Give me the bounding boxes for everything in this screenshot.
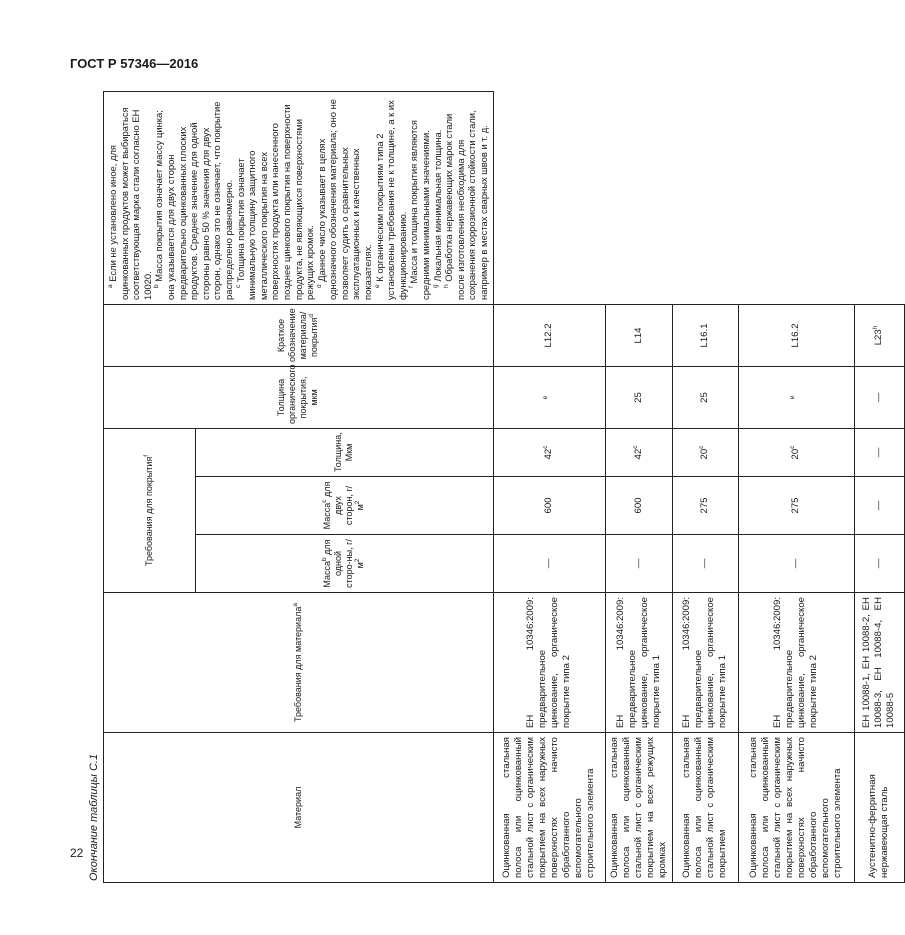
col-coating-group: Требования для покрытия$^f$	[104, 428, 196, 592]
cell-requirements: ЕН 10346:2009: предварительное цинкование, органическое покрытие типа 1	[672, 593, 738, 733]
cell-thickness: 42$^c$	[605, 428, 672, 476]
footnote: $^d$ Данное число указывает в целях однозначного обозначения материала; оно не позволяет судить о сравнительных эксплуатационных и качественных показателях.	[315, 99, 374, 300]
cell-requirements: ЕН 10346:2009: предварительное цинкование, органическое покрытие типа 1	[605, 593, 672, 733]
col-mass-two-sides: Масса$^c$ для двух сторон, $г/м^2$	[196, 477, 493, 535]
cell-mass-one-side: —	[493, 535, 605, 593]
col-mass-one-side: Масса$^b$ для одной сторо-ны, $г/м^2$	[196, 535, 493, 593]
col-organic-thickness: Толщина органического покрытия, мкм	[104, 366, 494, 428]
cell-mass-one-side: —	[605, 535, 672, 593]
cell-thickness: 20$^c$	[738, 428, 854, 476]
col-requirements: Требования для материала$^a$	[104, 593, 494, 733]
footnote: $^f$ Масса и толщина покрытия являются средними минимальными значениями.	[408, 120, 432, 300]
cell-organic-thickness: 25	[605, 366, 672, 428]
cell-requirements: ЕН 10346:2009: предварительное цинкование, органическое покрытие типа 2	[738, 593, 854, 733]
table-row	[605, 91, 672, 882]
cell-organic-thickness: e	[493, 366, 605, 428]
cell-mass-two-sides: 275	[672, 477, 738, 535]
cell-material: Оцинкованная стальная полоса или оцинкованный стальной лист с органическим покрытием на всех наружных поверхностях начисто обработанного вспомогательного строительного элемента	[738, 733, 854, 883]
cell-thickness: —	[854, 428, 904, 476]
cell-material: Аустенитно-ферритная нержавеющая сталь	[854, 733, 904, 883]
cell-mass-two-sides: 600	[493, 477, 605, 535]
footnote: $^c$ Толщина покрытия означает минимальную толщину защитного металлического покрытия на всех поверхностях продукта или нанесенного позднее цинкового покрытия на поверхности продукта, не являющихся поверхностями режущих кромок.	[234, 104, 316, 300]
cell-short-designation: L16.2	[738, 304, 854, 366]
materials-table	[103, 91, 905, 883]
table-caption: Окончание таблицы С.1	[88, 753, 100, 881]
cell-short-designation: L16.1	[672, 304, 738, 366]
page-number: 22	[70, 846, 84, 860]
table-row	[738, 91, 854, 882]
table-row	[854, 91, 904, 882]
table-row	[493, 91, 605, 882]
rotated-table-block	[87, 92, 897, 883]
cell-mass-one-side: —	[854, 535, 904, 593]
cell-mass-one-side: —	[738, 535, 854, 593]
cell-mass-two-sides: 600	[605, 477, 672, 535]
cell-short-designation: L23$^h$	[854, 304, 904, 366]
footnote: $^g$ Локальная минимальная толщина.	[431, 129, 443, 288]
footnote: $^b$ Масса покрытия означает массу цинка; она указывается для двух сторон предварительно оцинкованных плоских продуктов. Среднее значение для одной стороны равно 50 % значения для двух сторон, однако это не означает, что покрытие распределено равномерно.	[153, 101, 234, 300]
cell-short-designation: L12.2	[493, 304, 605, 366]
footnote: $^a$ Если не установлено иное, для оцинкованных продуктов может выбираться соответствующая марка стали согласно ЕН 10020.	[106, 107, 153, 300]
col-material: Материал	[104, 733, 494, 883]
document-header: ГОСТ Р 57346—2016	[70, 56, 199, 71]
cell-organic-thickness: e	[738, 366, 854, 428]
col-thickness: Толщина, Мкм	[196, 428, 493, 476]
col-short-designation: Краткое обозначение материала/покрытия$^d$	[104, 304, 494, 366]
cell-thickness: 42$^c$	[493, 428, 605, 476]
footnotes	[104, 91, 494, 304]
cell-mass-two-sides: 275	[738, 477, 854, 535]
cell-material: Оцинкованная стальная полоса или оцинкованный стальной лист с органическим покрытием на всех режущих кромках	[605, 733, 672, 883]
table-row	[672, 91, 738, 882]
cell-mass-one-side: —	[672, 535, 738, 593]
cell-mass-two-sides: —	[854, 477, 904, 535]
footnote: $^h$ Обработка нержавеющих марок стали после изготовления необходима для сохранения коррозионной стойкости стали, например в местах сварных швов и т. д.	[443, 110, 489, 300]
cell-requirements: ЕН 10088-1, ЕН 10088-2, ЕН 10088-3, ЕН 10088-4, ЕН 10088-5	[854, 593, 904, 733]
cell-requirements: ЕН 10346:2009: предварительное цинкование, органическое покрытие типа 2	[493, 593, 605, 733]
cell-material: Оцинкованная стальная полоса или оцинкованный стальной лист с органическим покрытием	[672, 733, 738, 883]
cell-material: Оцинкованная стальная полоса или оцинкованный стальной лист с органическим покрытием на всех наружных поверхностях начисто обработанного вспомогательного строительного элемента	[493, 733, 605, 883]
cell-organic-thickness: —	[854, 366, 904, 428]
cell-organic-thickness: 25	[672, 366, 738, 428]
cell-thickness: 20$^c$	[672, 428, 738, 476]
cell-short-designation: L14	[605, 304, 672, 366]
footnote: $^e$ К органическим покрытиям типа 2 установлены требования не к толщине, а к их функционированию.	[373, 100, 408, 300]
